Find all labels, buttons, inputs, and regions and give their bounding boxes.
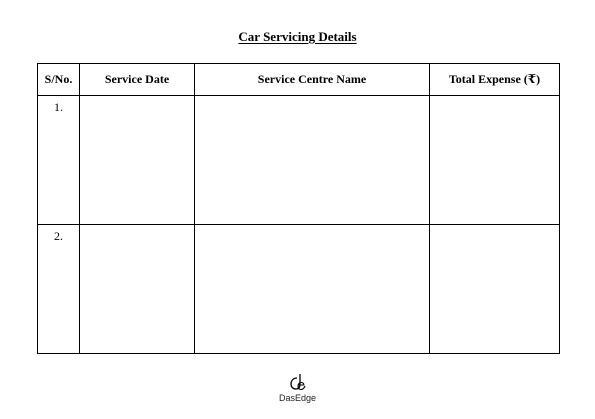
header-total-expense: Total Expense (₹) [430,64,560,96]
service-centre-cell [195,96,430,225]
service-table [37,63,560,354]
table-header-row [38,64,560,96]
header-service-centre: Service Centre Name [195,64,430,96]
service-date-cell [80,225,195,354]
service-centre-cell [195,225,430,354]
table-row [38,96,560,225]
brand-name: DasEdge [278,393,317,403]
service-date-cell [80,96,195,225]
document-title: Car Servicing Details [238,29,357,44]
row-sn: 1. [38,96,80,225]
header-sn: S/No. [38,64,80,96]
header-service-date: Service Date [80,64,195,96]
table-row [38,225,560,354]
total-expense-cell [430,225,560,354]
dasedge-logo-icon [288,372,308,392]
row-sn: 2. [38,225,80,354]
brand-logo [0,372,595,403]
total-expense-cell [430,96,560,225]
